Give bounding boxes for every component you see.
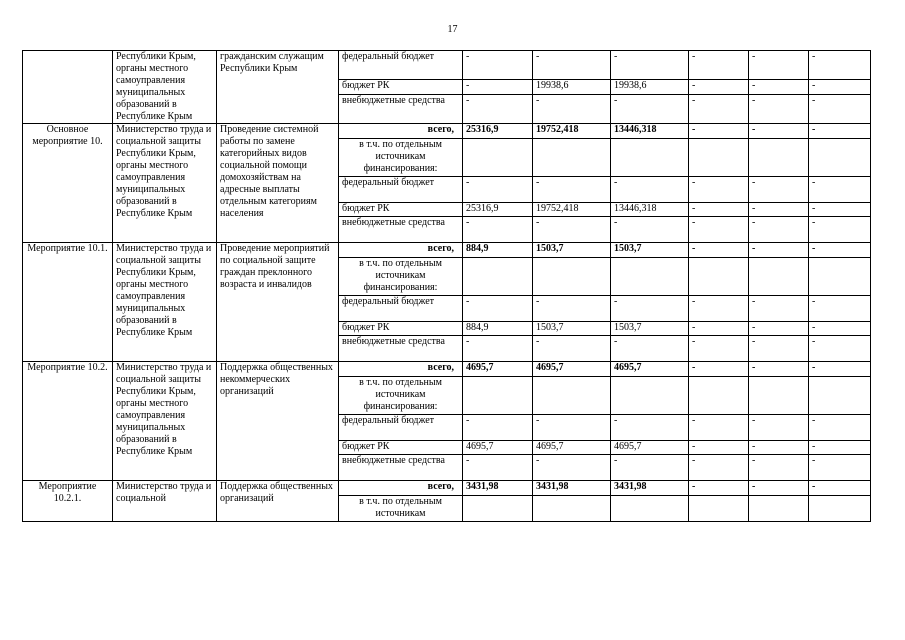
funding-source: всего, [339,243,463,258]
amount-cell-year-4: - [689,481,749,496]
funding-source: всего, [339,124,463,139]
amount-cell-year-5: - [749,322,809,336]
amount-cell-year-5: - [749,296,809,322]
funding-source: в т.ч. по отдельным источникам финансирования: [339,258,463,296]
amount-cell-year-2: 19938,6 [533,79,611,94]
funding-source: внебюджетные средства [339,95,463,124]
amount-cell-year-3: - [611,336,689,362]
funding-source: в т.ч. по отдельным источникам [339,496,463,522]
executor-cell: Министерство труда и социальной защиты Республики Крым, органы местного самоуправления муниципальных образований в Республике Крым [113,243,217,362]
funding-source: бюджет РК [339,79,463,94]
activity-label: Мероприятие 10.2.1. [23,481,113,522]
amount-cell-year-1 [463,258,533,296]
amount-cell-year-6: - [809,455,871,481]
amount-cell-year-6: - [809,296,871,322]
amount-cell-year-5 [749,377,809,415]
funding-source: бюджет РК [339,322,463,336]
amount-cell-year-6: - [809,177,871,203]
funding-source: в т.ч. по отдельным источникам финансирования: [339,377,463,415]
amount-cell-year-1: 884,9 [463,243,533,258]
amount-cell-year-1 [463,377,533,415]
amount-cell-year-2: 3431,98 [533,481,611,496]
page-number: 17 [447,24,458,35]
amount-cell-year-3: 13446,318 [611,203,689,217]
amount-cell-year-2: 1503,7 [533,322,611,336]
amount-cell-year-1: - [463,95,533,124]
amount-cell-year-3 [611,377,689,415]
amount-cell-year-4: - [689,51,749,80]
amount-cell-year-1: 25316,9 [463,124,533,139]
activity-label: Мероприятие 10.1. [23,243,113,362]
amount-cell-year-3: 19938,6 [611,79,689,94]
amount-cell-year-6: - [809,441,871,455]
amount-cell-year-4 [689,377,749,415]
amount-cell-year-2 [533,139,611,177]
amount-cell-year-2: - [533,455,611,481]
budget-table [22,50,871,522]
amount-cell-year-2: - [533,177,611,203]
amount-cell-year-4: - [689,79,749,94]
amount-cell-year-3 [611,139,689,177]
amount-cell-year-1: - [463,296,533,322]
amount-cell-year-1: 4695,7 [463,441,533,455]
amount-cell-year-2: 4695,7 [533,441,611,455]
amount-cell-year-3: - [611,296,689,322]
amount-cell-year-6 [809,139,871,177]
amount-cell-year-5: - [749,415,809,441]
amount-cell-year-5 [749,258,809,296]
amount-cell-year-1 [463,139,533,177]
table-row-total [23,243,871,258]
activity-name: гражданским служащим Республики Крым [217,51,339,124]
amount-cell-year-4: - [689,415,749,441]
amount-cell-year-1: - [463,336,533,362]
amount-cell-year-1: 4695,7 [463,362,533,377]
amount-cell-year-2 [533,258,611,296]
funding-source: федеральный бюджет [339,177,463,203]
amount-cell-year-5: - [749,79,809,94]
amount-cell-year-5: - [749,217,809,243]
amount-cell-year-4: - [689,177,749,203]
amount-cell-year-5: - [749,124,809,139]
table-row-total [23,481,871,496]
amount-cell-year-6: - [809,51,871,80]
executor-cell: Министерство труда и социальной [113,481,217,522]
funding-source: всего, [339,481,463,496]
amount-cell-year-2: 4695,7 [533,362,611,377]
amount-cell-year-2: 1503,7 [533,243,611,258]
executor-cell: Министерство труда и социальной защиты Республики Крым, органы местного самоуправления муниципальных образований в Республике Крым [113,362,217,481]
amount-cell-year-4: - [689,95,749,124]
amount-cell-year-3: - [611,51,689,80]
amount-cell-year-5: - [749,362,809,377]
amount-cell-year-1: 3431,98 [463,481,533,496]
amount-cell-year-2 [533,496,611,522]
amount-cell-year-6 [809,377,871,415]
table-row [23,51,871,80]
activity-name: Проведение системной работы по замене категорийных видов социальной помощи домохозяйствам на адресные выплаты отдельным категориям населения [217,124,339,243]
amount-cell-year-2: - [533,296,611,322]
amount-cell-year-3: - [611,455,689,481]
amount-cell-year-4: - [689,217,749,243]
amount-cell-year-3: - [611,217,689,243]
amount-cell-year-1: 884,9 [463,322,533,336]
amount-cell-year-5: - [749,51,809,80]
amount-cell-year-2 [533,377,611,415]
amount-cell-year-3: - [611,95,689,124]
amount-cell-year-3: - [611,415,689,441]
amount-cell-year-4: - [689,243,749,258]
amount-cell-year-1: - [463,51,533,80]
amount-cell-year-6: - [809,124,871,139]
activity-label: Основное мероприятие 10. [23,124,113,243]
amount-cell-year-6: - [809,243,871,258]
amount-cell-year-3: 1503,7 [611,322,689,336]
amount-cell-year-3: 4695,7 [611,441,689,455]
amount-cell-year-6: - [809,203,871,217]
amount-cell-year-1 [463,496,533,522]
amount-cell-year-3: 4695,7 [611,362,689,377]
amount-cell-year-1: 25316,9 [463,203,533,217]
amount-cell-year-1: - [463,177,533,203]
amount-cell-year-3: 3431,98 [611,481,689,496]
amount-cell-year-5: - [749,336,809,362]
executor-cell: Министерство труда и социальной защиты Республики Крым, органы местного самоуправления муниципальных образований в Республике Крым [113,124,217,243]
activity-name: Проведение мероприятий по социальной защите граждан преклонного возраста и инвалидов [217,243,339,362]
amount-cell-year-2: - [533,217,611,243]
amount-cell-year-5 [749,139,809,177]
amount-cell-year-6: - [809,79,871,94]
table-row-total [23,124,871,139]
amount-cell-year-1: - [463,415,533,441]
amount-cell-year-4: - [689,455,749,481]
amount-cell-year-6: - [809,336,871,362]
amount-cell-year-4: - [689,296,749,322]
amount-cell-year-5: - [749,455,809,481]
amount-cell-year-3 [611,496,689,522]
funding-source: бюджет РК [339,203,463,217]
amount-cell-year-2: - [533,336,611,362]
funding-source: всего, [339,362,463,377]
amount-cell-year-4: - [689,124,749,139]
amount-cell-year-6: - [809,217,871,243]
amount-cell-year-2: - [533,51,611,80]
amount-cell-year-6 [809,496,871,522]
amount-cell-year-5 [749,496,809,522]
amount-cell-year-4 [689,139,749,177]
funding-source: внебюджетные средства [339,336,463,362]
amount-cell-year-5: - [749,95,809,124]
amount-cell-year-5: - [749,243,809,258]
amount-cell-year-6: - [809,95,871,124]
amount-cell-year-6: - [809,362,871,377]
amount-cell-year-6: - [809,415,871,441]
amount-cell-year-4: - [689,322,749,336]
amount-cell-year-3 [611,258,689,296]
amount-cell-year-4: - [689,362,749,377]
funding-source: федеральный бюджет [339,415,463,441]
amount-cell-year-6: - [809,322,871,336]
funding-source: в т.ч. по отдельным источникам финансирования: [339,139,463,177]
executor-cell: Республики Крым, органы местного самоуправления муниципальных образований в Республике Крым [113,51,217,124]
amount-cell-year-4: - [689,203,749,217]
amount-cell-year-6 [809,258,871,296]
amount-cell-year-5: - [749,177,809,203]
amount-cell-year-1: - [463,217,533,243]
amount-cell-year-2: 19752,418 [533,203,611,217]
amount-cell-year-2: 19752,418 [533,124,611,139]
amount-cell-year-5: - [749,203,809,217]
amount-cell-year-2: - [533,415,611,441]
amount-cell-year-4: - [689,336,749,362]
funding-source: внебюджетные средства [339,455,463,481]
amount-cell-year-2: - [533,95,611,124]
amount-cell-year-5: - [749,441,809,455]
amount-cell-year-3: 1503,7 [611,243,689,258]
activity-name: Поддержка общественных организаций [217,481,339,522]
amount-cell-year-1: - [463,455,533,481]
table-row-total [23,362,871,377]
funding-source: внебюджетные средства [339,217,463,243]
amount-cell-year-6: - [809,481,871,496]
amount-cell-year-5: - [749,481,809,496]
amount-cell-year-4 [689,258,749,296]
activity-name: Поддержка общественных некоммерческих организаций [217,362,339,481]
amount-cell-year-4: - [689,441,749,455]
activity-label: Мероприятие 10.2. [23,362,113,481]
amount-cell-year-3: - [611,177,689,203]
funding-source: федеральный бюджет [339,296,463,322]
amount-cell-year-3: 13446,318 [611,124,689,139]
amount-cell-year-1: - [463,79,533,94]
activity-label [23,51,113,124]
funding-source: федеральный бюджет [339,51,463,80]
amount-cell-year-4 [689,496,749,522]
funding-source: бюджет РК [339,441,463,455]
